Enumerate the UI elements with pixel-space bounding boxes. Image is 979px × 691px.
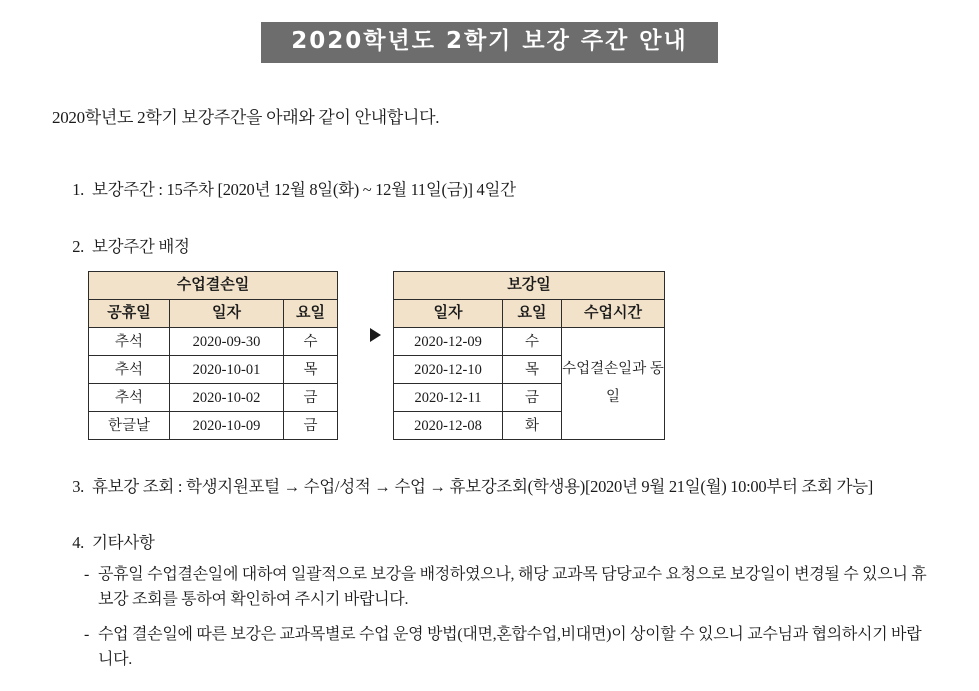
note-2 [84,623,954,673]
cell-holiday: 추석 [89,384,170,412]
missed-class-group-header: 수업결손일 [89,272,338,300]
cell-day: 수 [284,328,338,356]
missed-class-table [88,271,338,440]
column-header-day: 요일 [284,300,338,328]
column-header-class-time: 수업시간 [562,300,665,328]
schedule-tables [88,271,979,451]
note-1-text: 공휴일 수업결손일에 대하여 일괄적으로 보강을 배정하였으나, 해당 교과목 담당교수 요청으로 보강일이 변경될 수 있으니 휴보강 조회를 통하여 확인하여 주시기 바랍니다. [98,566,927,609]
cell-makeup-date: 2020-12-10 [394,356,503,384]
cell-holiday: 한글날 [89,412,170,440]
arrow-right-icon [370,328,381,342]
table-group-header-row [89,272,338,300]
cell-holiday: 추석 [89,328,170,356]
table-row [394,328,665,356]
cell-makeup-date: 2020-12-08 [394,412,503,440]
table-column-header-row [89,300,338,328]
list-item-2 [62,233,979,257]
cell-makeup-date: 2020-12-09 [394,328,503,356]
makeup-class-group-header: 보강일 [394,272,665,300]
cell-class-time-merged: 수업결손일과 동일 [562,328,665,440]
cell-day: 금 [284,384,338,412]
list-item-1 [62,176,979,200]
list-item-4-text: 기타사항 [92,533,155,553]
list-item-4 [62,529,979,553]
cell-makeup-day: 화 [503,412,562,440]
cell-makeup-day: 목 [503,356,562,384]
table-row [89,384,338,412]
cell-makeup-day: 수 [503,328,562,356]
cell-date: 2020-10-02 [170,384,284,412]
table-row [89,328,338,356]
page-title: 2020학년도 2학기 보강 주간 안내 [261,22,717,63]
intro-paragraph: 2020학년도 2학기 보강주간을 아래와 같이 안내합니다. [52,108,440,128]
cell-holiday: 추석 [89,356,170,384]
column-header-date: 일자 [170,300,284,328]
makeup-class-table [393,271,665,440]
cell-makeup-date: 2020-12-11 [394,384,503,412]
cell-day: 목 [284,356,338,384]
column-header-holiday: 공휴일 [89,300,170,328]
list-item-2-text: 보강주간 배정 [92,237,190,257]
list-item-2-number: 2. [72,237,84,257]
list-item-4-number: 4. [72,533,84,553]
dash-marker: - [84,566,90,584]
cell-date: 2020-10-09 [170,412,284,440]
cell-date: 2020-10-01 [170,356,284,384]
list-item-1-number: 1. [72,180,84,200]
list-item-3-number: 3. [72,477,84,497]
list-item-1-text: 보강주간 : 15주차 [2020년 12월 8일(화) ~ 12월 11일(금)] 4일간 [92,180,516,200]
cell-day: 금 [284,412,338,440]
cell-makeup-day: 금 [503,384,562,412]
table-group-header-row [394,272,665,300]
note-2-text: 수업 결손일에 따른 보강은 교과목별로 수업 운영 방법(대면,혼합수업,비대면)이 상이할 수 있으니 교수님과 협의하시기 바랍니다. [98,625,922,668]
cell-date: 2020-09-30 [170,328,284,356]
column-header-makeup-day: 요일 [503,300,562,328]
list-item-3-text: 휴보강 조회 : 학생지원포털 → 수업/성적 → 수업 → 휴보강조회(학생용)[2020년 9월 21일(월) 10:00부터 조회 가능] [92,477,873,497]
table-column-header-row [394,300,665,328]
list-item-3 [62,473,979,497]
column-header-makeup-date: 일자 [394,300,503,328]
title-area [0,0,979,63]
note-1 [84,563,954,613]
table-row [89,356,338,384]
dash-marker: - [84,625,90,643]
table-row [89,412,338,440]
